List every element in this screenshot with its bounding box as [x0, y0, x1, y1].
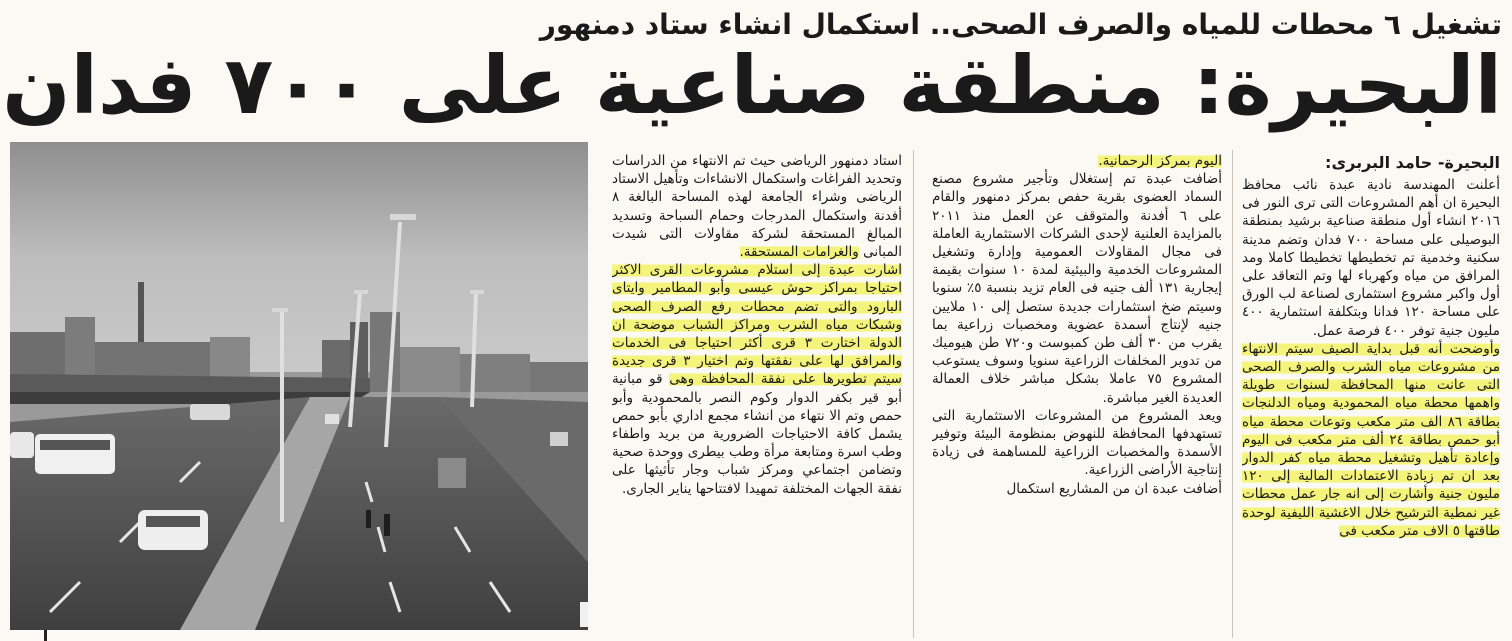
column-rule — [1232, 150, 1233, 638]
article-byline: البحيرة- حامد البربرى: — [1325, 153, 1500, 172]
article-paragraph — [1242, 176, 1500, 340]
print-margin-mark — [44, 630, 47, 641]
article-paragraph — [932, 170, 1222, 407]
article-headline: البحيرة: منطقة صناعية على ٧٠٠ فدان — [2, 39, 1502, 132]
article-photo-highway — [10, 142, 588, 630]
article-paragraph — [932, 152, 1222, 170]
article-paragraph — [612, 261, 902, 498]
article-kicker: تشغيل ٦ محطات للمياه والصرف الصحى.. استكمال انشاء ستاد دمنهور — [539, 8, 1502, 41]
body-text: قو مبانية أبو قير بكفر الدوار وكوم النصر بالمحمودية وأبو حمص وتم الا نتهاء من انشاء مجمع اداري بأبو حمص يشمل كافة الاحتياجات الضرورية من بريد واطفاء وطب اسرة ومتابعة مرأة وطب بيطرى ووحدة صحية وتضامن اجتماعي ومركز شباب وجار تأثيثها على نفقة الجهات المختلفة تمهيدا لافتتاحها يناير الجارى. — [612, 371, 902, 497]
article-paragraph — [932, 480, 1222, 498]
article-paragraph — [612, 152, 902, 261]
body-text: ويعد المشروع من المشروعات الاستثمارية التى تستهدفها المحافظة للنهوض بمنظومة البيئة وتوفير الأسمدة والمخصبات الزراعية للمساهمة فى زيادة إنتاجية الأراضى الزراعية. — [932, 407, 1222, 479]
article-column-1 — [1242, 152, 1500, 638]
column-body — [612, 152, 902, 498]
highlighted-text: وأوضحت أنه قبل بداية الصيف سيتم الانتهاء من مشروعات مياه الشرب والصرف الصحى التى عانت منها المحافظة لسنوات طويلة واهمها محطة مياه المحمودية ومياه الدلنجات بطاقة ٨٦ الف متر مكعب وتوعات محطة مياه أبو حمص بطاقة ٢٤ ألف متر مكعب فى اليوم وإعادة تأهيل وتشغيل محطة مياه كفر الدوار بعد ان تم زيادة الاعتمادات المالية إلى ١٢٠ مليون جنية وأشارت إلى انه جار عمل محطات غير نمطية الترشيح خلال الاغشية الليفية لوحدة طاقتها ٥ الاف متر مكعب فى — [1242, 340, 1500, 539]
column-body — [1242, 176, 1500, 540]
article-column-3 — [612, 152, 902, 638]
column-rule — [913, 150, 914, 638]
article-paragraph — [1242, 340, 1500, 540]
body-text: أضافت عبدة ان من المشاريع استكمال — [1006, 480, 1222, 497]
highlighted-text: اليوم بمركز الرحمانية. — [1098, 153, 1222, 169]
article-column-2 — [932, 152, 1222, 638]
body-text: أضافت عبدة تم إستغلال وتأجير مشروع مصنع السماد العضوى بقرية حفص بمركز دمنهور والقام على ٦ أفدنة والمتوقف عن العمل منذ ٢٠١١ بالمزايدة العلنية لإحدى الشركات الاستثمارية العاملة فى مجال المقاولات العمومية وإدارة وتشغيل المشروعات الخدمية والبيئية لمدة ١٠ سنوات بقيمة إيجارية ١٣١ ألف جنيه فى العام تزيد بنسبة ٥٪ سنويا وسيتم ضخ استثمارات جديدة ستصل إلى ١٠ ملايين جنيه لإنتاج أسمدة عضوية ومخصبات زراعية بما يقرب من ٣٠ ألف طن كمبوست و٧٢٠ طن هيوميك من تدوير المخلفات الزراعية سنويا وسوف يستوعب المشروع ٧٥ عاملا بشكل مباشر خلاف العمالة العديدة الغير مباشرة. — [932, 171, 1222, 406]
body-text: أعلنت المهندسة نادية عبدة نائب محافظ البحيرة ان أهم المشروعات التى ترى النور فى ٢٠١٦ انشاء أول منطقة صناعية برشيد بمنطقة البوصيلى على مساحة ٧٠٠ فدان وتضم مدينة سكنية وخدمية تم تخطيطها تخطيطا كاملا ومد المرافق من مياه وكهرباء لها وتم التعاقد على أول واكبر مشروع استثمارى لصناعة لب الورق على مساحة ١٢٠ فدانا وبتكلفة استثمارية ٤٠٠ مليون جنية توفر ٤٠٠ فرصة عمل. — [1242, 177, 1500, 339]
highlighted-text: والغرامات المستحقة. — [739, 244, 859, 261]
highlighted-text: اشارت عبدة إلى استلام مشروعات القرى الاكثر احتياجا بمراكز حوش عيسى وأبو المطامير وايتاى البارود والتى تضم محطات رفع الصرف الصحى وشبكات مياه الشرب ومراكز الشباب موضحة ان الدولة اختارت ٣ قرى أكثر احتياجا فى الخدمات والمرافق لها على نفقتها وتم اختيار ٣ قرى جديدة سيتم تطويرها على نفقة المحافظة وهى — [612, 262, 902, 388]
photo-sky — [10, 142, 588, 372]
column-body — [932, 152, 1222, 498]
article-paragraph — [932, 407, 1222, 480]
body-text: استاد دمنهور الرياضى حيث تم الانتهاء من الدراسات وتحديد الفراغات واستكمال الانشاءات وتأهيل الاستاد الرياضى وشراء الجامعة لهذه المساحة البالغة ٨ أفدنة واستكمال المدرجات وحمام السباحة وتسديد المبالغ المستحقة لشركة مقاولات التى شيدت المبانى — [612, 153, 902, 261]
